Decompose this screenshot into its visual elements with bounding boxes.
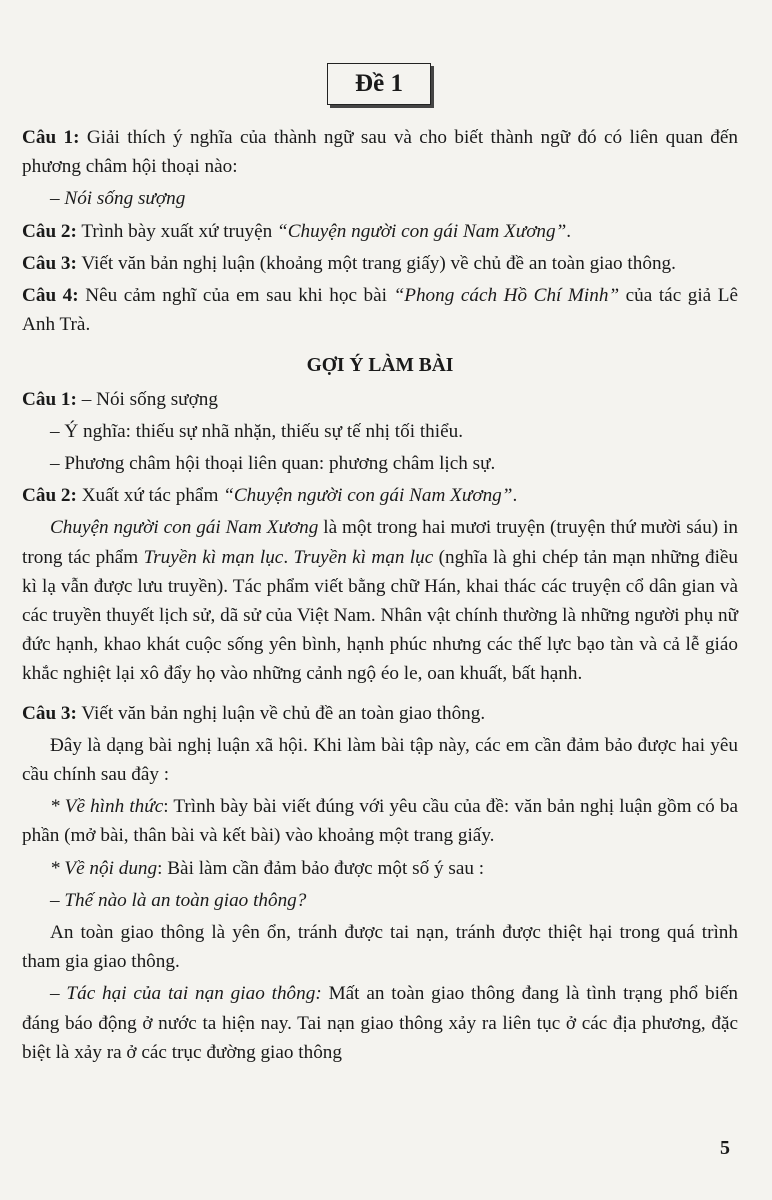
answers-heading: GỢI Ý LÀM BÀI <box>306 355 454 377</box>
answer-3-harm <box>22 979 738 1067</box>
answer-label: Câu 2: <box>22 485 77 507</box>
content-label: * Về nội dung <box>50 857 158 879</box>
question-text: Viết văn bản nghị luận (khoảng một trang giấy) về chủ đề an toàn giao thông. <box>76 252 676 274</box>
answer-3 <box>22 699 738 728</box>
paragraph-text: (nghĩa là ghi chép tản mạn những điều kì lạ vẫn được lưu truyền). Tác phẩm viết bằng chữ Hán, khai thác các truyện cổ dân gian và các truyền thuyết lịch sử, dã sử của Việt Nam. Nhân vật chính thường là những người phụ nữ đức hạnh, khao khát cuộc sống yên bình, hạnh phúc nhưng các thế lực bạo tàn và cả lễ giáo khắc nghiệt lại xô đẩy họ vào những cảnh ngộ éo le, oan khuất, bất hạnh. <box>22 546 739 685</box>
question-text: Nêu cảm nghĩ của em sau khi học bài <box>78 285 394 307</box>
answer-3-what-text: An toàn giao thông là yên ổn, tránh được tai nạn, tránh được thiệt hại trong quá trình tham gia giao thông. <box>22 922 738 973</box>
idiom: – Nói sống sượng <box>50 188 186 210</box>
answer-3-what: – Thế nào là an toàn giao thông? <box>50 889 307 911</box>
answer-label: Câu 1: <box>22 388 77 410</box>
question-text: của tác giả Lê Anh Trà. <box>22 285 738 336</box>
work-title: “Chuyện người con gái Nam Xương” <box>277 220 567 242</box>
question-text: Trình bày xuất xứ truyện <box>76 220 278 242</box>
answer-text: – Nói sống sượng <box>76 388 218 410</box>
question-4 <box>22 281 738 339</box>
question-text: . <box>566 220 572 242</box>
work-title: Truyền kì mạn lục <box>293 546 434 568</box>
answer-text: Viết văn bản nghị luận về chủ đề an toàn giao thông. <box>76 702 486 724</box>
question-2 <box>22 217 738 246</box>
paragraph-text: Mất an toàn giao thông đang là tình trạng phổ biến đáng báo động ở nước ta hiện nay. Tai nạn giao thông xảy ra liên tục ở các địa phương, đặc biệt là xảy ra ở các trục đường giao thông <box>22 983 739 1063</box>
answer-3-content <box>22 854 738 883</box>
answer-3-intro: Đây là dạng bài nghị luận xã hội. Khi làm bài tập này, các em cần đảm bảo được hai yêu cầu chính sau đây : <box>22 734 738 786</box>
work-title: Truyền kì mạn lục <box>143 546 284 568</box>
answer-3-form <box>22 792 738 850</box>
paragraph-text: là một trong hai mươi truyện (truyện thứ mười sáu) in trong tác phẩm <box>22 517 738 568</box>
answer-2 <box>22 481 738 510</box>
answer-text: . <box>512 485 518 507</box>
question-1 <box>22 123 738 181</box>
answer-text: Xuất xứ tác phẩm <box>76 485 224 507</box>
page-number: 5 <box>720 1137 730 1159</box>
page-title: Đề 1 <box>327 63 431 105</box>
answer-label: Câu 3: <box>22 702 77 724</box>
work-title: “Chuyện người con gái Nam Xương” <box>223 485 513 507</box>
question-text: Giải thích ý nghĩa của thành ngữ sau và cho biết thành ngữ đó có liên quan đến phương châm hội thoại nào: <box>22 127 738 178</box>
work-title: “Phong cách Hồ Chí Minh” <box>393 285 620 307</box>
paragraph-text: : Bài làm cần đảm bảo được một số ý sau : <box>157 857 485 879</box>
answer-2-paragraph <box>22 513 738 688</box>
answer-1-meaning: – Ý nghĩa: thiếu sự nhã nhặn, thiếu sự tế nhị tối thiểu. <box>50 420 464 442</box>
question-label: Câu 4: <box>22 285 79 307</box>
paragraph-text: . <box>283 546 294 568</box>
paragraph-text: : Trình bày bài viết đúng với yêu cầu của đề: văn bản nghị luận gồm có ba phần (mở bài, thân bài và kết bài) vào khoảng một trang giấy. <box>22 796 738 847</box>
form-label: * Về hình thức <box>50 796 164 818</box>
question-3 <box>22 249 738 278</box>
question-label: Câu 1: <box>22 127 80 148</box>
harm-label: – Tác hại của tai nạn giao thông: <box>50 983 322 1005</box>
document-body <box>22 123 738 1070</box>
work-title: Chuyện người con gái Nam Xương <box>50 517 319 539</box>
question-label: Câu 3: <box>22 252 77 274</box>
answer-1 <box>22 385 738 414</box>
question-label: Câu 2: <box>22 220 77 242</box>
answer-1-maxim: – Phương châm hội thoại liên quan: phương châm lịch sự. <box>50 453 496 475</box>
